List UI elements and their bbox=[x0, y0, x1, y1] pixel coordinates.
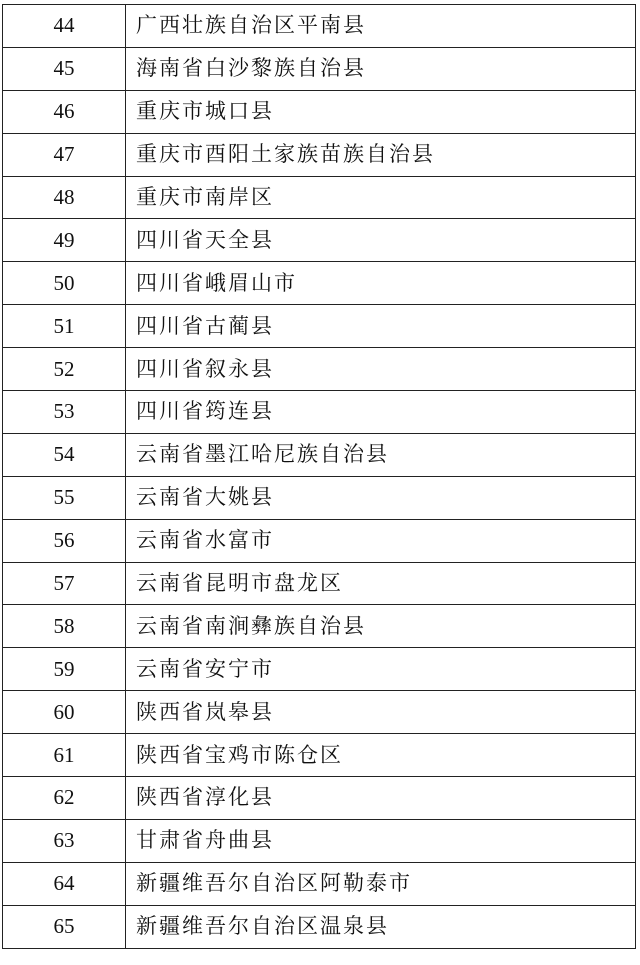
row-number: 61 bbox=[3, 734, 126, 777]
county-name: 海南省白沙黎族自治县 bbox=[126, 47, 636, 90]
county-name: 四川省古蔺县 bbox=[126, 305, 636, 348]
row-number: 57 bbox=[3, 562, 126, 605]
county-name: 四川省峨眉山市 bbox=[126, 262, 636, 305]
county-name: 广西壮族自治区平南县 bbox=[126, 5, 636, 48]
county-name: 新疆维吾尔自治区阿勒泰市 bbox=[126, 862, 636, 905]
county-name: 云南省南涧彝族自治县 bbox=[126, 605, 636, 648]
row-number: 49 bbox=[3, 219, 126, 262]
row-number: 58 bbox=[3, 605, 126, 648]
table-row bbox=[3, 476, 636, 519]
table-row bbox=[3, 219, 636, 262]
table-row bbox=[3, 90, 636, 133]
county-name: 云南省昆明市盘龙区 bbox=[126, 562, 636, 605]
table-row bbox=[3, 5, 636, 48]
row-number: 44 bbox=[3, 5, 126, 48]
county-name: 陕西省岚皋县 bbox=[126, 691, 636, 734]
row-number: 56 bbox=[3, 519, 126, 562]
row-number: 50 bbox=[3, 262, 126, 305]
row-number: 64 bbox=[3, 862, 126, 905]
table-row bbox=[3, 562, 636, 605]
table-body bbox=[3, 5, 636, 949]
row-number: 60 bbox=[3, 691, 126, 734]
row-number: 55 bbox=[3, 476, 126, 519]
row-number: 65 bbox=[3, 905, 126, 948]
row-number: 48 bbox=[3, 176, 126, 219]
table-row bbox=[3, 734, 636, 777]
row-number: 46 bbox=[3, 90, 126, 133]
county-name: 四川省天全县 bbox=[126, 219, 636, 262]
row-number: 63 bbox=[3, 819, 126, 862]
county-name: 重庆市酉阳土家族苗族自治县 bbox=[126, 133, 636, 176]
row-number: 52 bbox=[3, 348, 126, 391]
county-name: 陕西省淳化县 bbox=[126, 777, 636, 820]
county-name: 云南省大姚县 bbox=[126, 476, 636, 519]
table-row bbox=[3, 605, 636, 648]
county-name: 重庆市城口县 bbox=[126, 90, 636, 133]
table-row bbox=[3, 905, 636, 948]
county-name: 云南省安宁市 bbox=[126, 648, 636, 691]
table-row bbox=[3, 262, 636, 305]
table-row bbox=[3, 348, 636, 391]
table-row bbox=[3, 862, 636, 905]
row-number: 59 bbox=[3, 648, 126, 691]
county-name: 云南省水富市 bbox=[126, 519, 636, 562]
county-list-table bbox=[2, 4, 636, 949]
table-row bbox=[3, 819, 636, 862]
row-number: 51 bbox=[3, 305, 126, 348]
row-number: 54 bbox=[3, 433, 126, 476]
county-name: 四川省筠连县 bbox=[126, 391, 636, 434]
row-number: 45 bbox=[3, 47, 126, 90]
table-row bbox=[3, 648, 636, 691]
county-name: 陕西省宝鸡市陈仓区 bbox=[126, 734, 636, 777]
county-name: 新疆维吾尔自治区温泉县 bbox=[126, 905, 636, 948]
row-number: 53 bbox=[3, 391, 126, 434]
table-row bbox=[3, 519, 636, 562]
row-number: 47 bbox=[3, 133, 126, 176]
table-row bbox=[3, 47, 636, 90]
table-row bbox=[3, 777, 636, 820]
table-row bbox=[3, 305, 636, 348]
row-number: 62 bbox=[3, 777, 126, 820]
table-row bbox=[3, 433, 636, 476]
table-row bbox=[3, 391, 636, 434]
county-name: 云南省墨江哈尼族自治县 bbox=[126, 433, 636, 476]
county-name: 甘肃省舟曲县 bbox=[126, 819, 636, 862]
table-row bbox=[3, 176, 636, 219]
table-row bbox=[3, 133, 636, 176]
county-name: 四川省叙永县 bbox=[126, 348, 636, 391]
table-row bbox=[3, 691, 636, 734]
county-name: 重庆市南岸区 bbox=[126, 176, 636, 219]
